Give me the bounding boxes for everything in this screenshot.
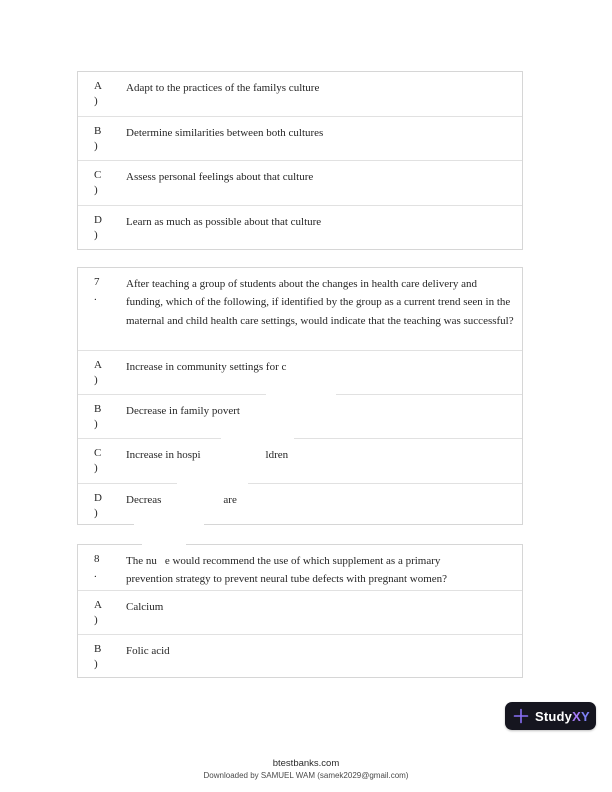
option-text: Determine similarities between both cultures bbox=[126, 127, 324, 139]
option-row-a bbox=[78, 590, 522, 634]
question-number: 8 . bbox=[94, 553, 100, 580]
option-row-a bbox=[78, 350, 522, 394]
option-text: Folic acid bbox=[126, 645, 170, 657]
option-letter: A ) bbox=[94, 599, 102, 626]
option-text-obscured bbox=[126, 439, 522, 483]
option-letter: B ) bbox=[94, 125, 102, 152]
question-text-fragment: e would recommend the use of which supplement as a primary bbox=[164, 555, 441, 567]
obscured-blob-region bbox=[134, 521, 204, 531]
obscured-blob-region bbox=[221, 434, 294, 443]
answer-options-table-1 bbox=[77, 71, 523, 250]
option-row-b bbox=[78, 394, 522, 438]
option-text-obscured bbox=[126, 484, 522, 524]
option-letter: D ) bbox=[94, 214, 102, 241]
option-text: Learn as much as possible about that culture bbox=[126, 216, 322, 228]
question-number: 7 . bbox=[94, 276, 100, 303]
brand-y: Y bbox=[581, 708, 590, 724]
obscured-region bbox=[157, 563, 165, 564]
option-text-fragment: are bbox=[223, 494, 237, 506]
option-letter: A ) bbox=[94, 80, 102, 107]
option-row-b bbox=[78, 634, 522, 677]
option-text-fragment: Decreas bbox=[126, 494, 162, 506]
option-row-a bbox=[78, 72, 522, 116]
question-line-2: prevention strategy to prevent neural tube defects with pregnant women? bbox=[126, 573, 448, 586]
obscured-blob-region bbox=[266, 390, 336, 399]
option-text: Assess personal feelings about that culture bbox=[126, 171, 314, 183]
question-line-1 bbox=[126, 552, 516, 570]
option-letter: C ) bbox=[94, 447, 102, 474]
question-text-fragment: The nu bbox=[126, 555, 157, 567]
option-row-c bbox=[78, 160, 522, 205]
obscured-region bbox=[201, 457, 266, 458]
question-text: After teaching a group of students about the changes in health care delivery and funding, which of the following, if identified by the group as a current trend seen in the maternal and child health care settings, would indicate that the teaching was successful? bbox=[126, 278, 514, 327]
option-row-c bbox=[78, 438, 522, 483]
option-letter: D ) bbox=[94, 492, 102, 519]
question-row bbox=[78, 268, 522, 350]
plus-icon bbox=[513, 708, 529, 724]
question-row bbox=[78, 545, 522, 590]
brand-study: Study bbox=[535, 708, 573, 724]
footer-site-name: btestbanks.com bbox=[272, 758, 340, 769]
option-text-fragment: Increase in hospi bbox=[126, 449, 201, 461]
question-8-table bbox=[77, 544, 523, 678]
option-letter: C ) bbox=[94, 169, 102, 196]
brand-wordmark bbox=[535, 709, 590, 724]
option-letter: A ) bbox=[94, 359, 102, 386]
option-text: Decrease in family povert bbox=[126, 405, 240, 417]
obscured-region bbox=[161, 502, 223, 503]
footer-download-note: Downloaded by SAMUEL WAM (samek2029@gmail.com) bbox=[203, 771, 409, 780]
option-letter: B ) bbox=[94, 643, 102, 670]
option-text: Increase in community settings for c bbox=[126, 361, 287, 373]
page-footer bbox=[0, 757, 612, 781]
obscured-blob-region bbox=[177, 479, 248, 488]
option-text: Calcium bbox=[126, 601, 164, 613]
obscured-blob-region bbox=[142, 540, 186, 550]
option-text-fragment: ldren bbox=[265, 449, 289, 461]
option-letter: B ) bbox=[94, 403, 102, 430]
option-row-b bbox=[78, 116, 522, 160]
studyxy-badge[interactable] bbox=[505, 702, 596, 730]
option-row-d bbox=[78, 205, 522, 249]
question-text-obscured bbox=[126, 545, 522, 590]
brand-x: X bbox=[572, 708, 581, 724]
option-row-d bbox=[78, 483, 522, 524]
option-text: Adapt to the practices of the familys culture bbox=[126, 82, 320, 94]
